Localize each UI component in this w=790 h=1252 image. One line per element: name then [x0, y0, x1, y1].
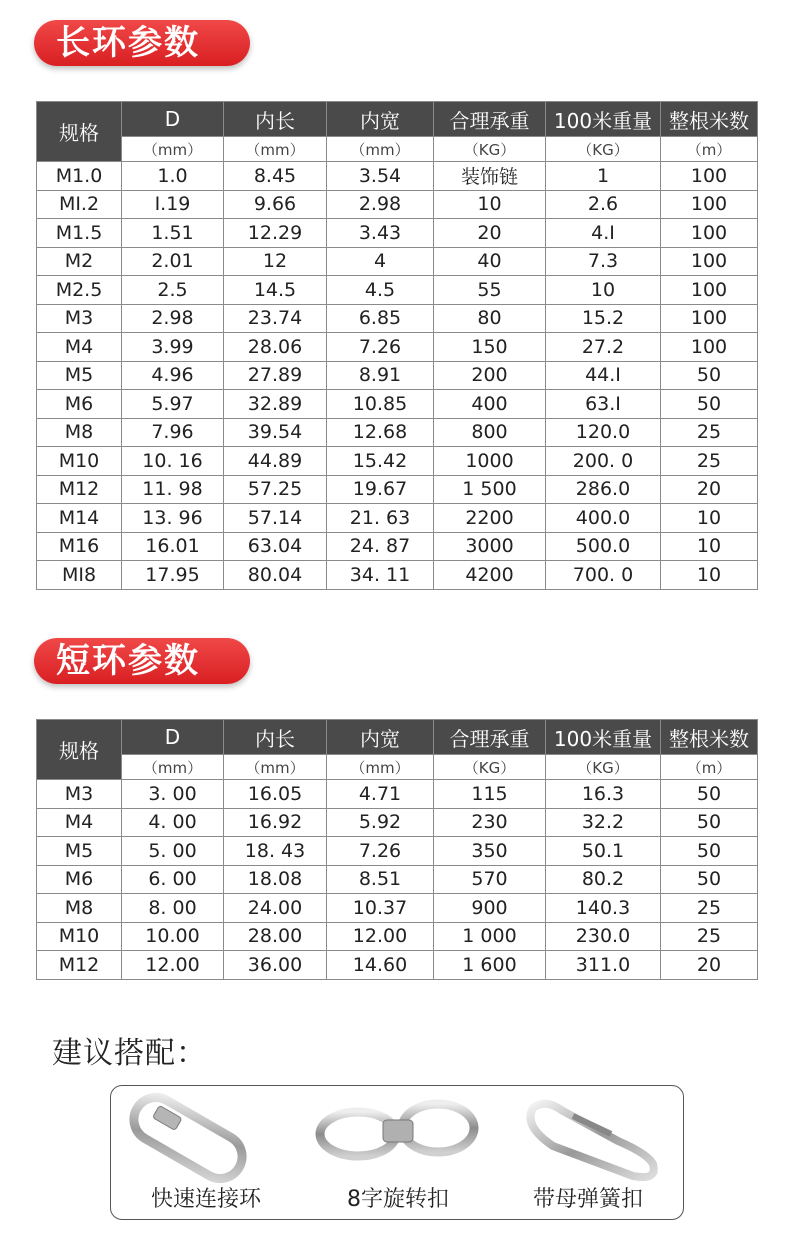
quick-link-icon	[111, 1086, 301, 1191]
table-row	[37, 837, 758, 866]
spec-cell: M16	[37, 532, 122, 561]
value-cell: 12.00	[327, 922, 434, 951]
spec-cell: M6	[37, 390, 122, 419]
table-row	[37, 361, 758, 390]
value-cell: 9.66	[224, 190, 327, 219]
value-cell: 装饰链	[434, 162, 546, 191]
value-cell: 10	[661, 561, 758, 590]
table-row	[37, 504, 758, 533]
value-cell: 4.5	[327, 276, 434, 305]
value-cell: 24. 87	[327, 532, 434, 561]
value-cell: 800	[434, 418, 546, 447]
unit-cell: （mm）	[224, 137, 327, 162]
value-cell: 25	[661, 418, 758, 447]
table-row	[37, 808, 758, 837]
table-row	[37, 475, 758, 504]
value-cell: 3.43	[327, 219, 434, 248]
value-cell: 8.91	[327, 361, 434, 390]
spec-cell: M1.5	[37, 219, 122, 248]
value-cell: 25	[661, 894, 758, 923]
value-cell: 570	[434, 865, 546, 894]
table-row	[37, 219, 758, 248]
unit-cell: （KG）	[434, 755, 546, 780]
value-cell: 8.45	[224, 162, 327, 191]
spec-cell: M8	[37, 894, 122, 923]
value-cell: 20	[434, 219, 546, 248]
value-cell: 80.2	[546, 865, 661, 894]
table-row	[37, 190, 758, 219]
unit-cell: （KG）	[546, 755, 661, 780]
spec-cell: M2	[37, 247, 122, 276]
value-cell: 10.37	[327, 894, 434, 923]
col-header: 整根米数	[661, 720, 758, 755]
short-ring-table	[36, 719, 758, 980]
value-cell: 19.67	[327, 475, 434, 504]
value-cell: 4. 00	[122, 808, 224, 837]
spec-cell: M4	[37, 333, 122, 362]
value-cell: 10	[661, 532, 758, 561]
value-cell: 14.60	[327, 951, 434, 980]
value-cell: 17.95	[122, 561, 224, 590]
accessory-label: 快速连接环	[150, 1187, 261, 1212]
spec-cell: M12	[37, 951, 122, 980]
value-cell: 100	[661, 247, 758, 276]
value-cell: 1.51	[122, 219, 224, 248]
spec-cell: M3	[37, 780, 122, 809]
value-cell: 12	[224, 247, 327, 276]
value-cell: 28.00	[224, 922, 327, 951]
value-cell: 50	[661, 780, 758, 809]
col-header: 100米重量	[546, 720, 661, 755]
value-cell: 12.29	[224, 219, 327, 248]
spec-cell: M12	[37, 475, 122, 504]
spec-cell: M10	[37, 447, 122, 476]
value-cell: 230	[434, 808, 546, 837]
value-cell: 2.5	[122, 276, 224, 305]
value-cell: 5.92	[327, 808, 434, 837]
spec-cell: M6	[37, 865, 122, 894]
value-cell: 23.74	[224, 304, 327, 333]
value-cell: 25	[661, 447, 758, 476]
value-cell: 115	[434, 780, 546, 809]
value-cell: 2.01	[122, 247, 224, 276]
value-cell: 2.98	[327, 190, 434, 219]
value-cell: 24.00	[224, 894, 327, 923]
value-cell: 10	[661, 504, 758, 533]
value-cell: 7.3	[546, 247, 661, 276]
value-cell: I.19	[122, 190, 224, 219]
value-cell: 50	[661, 837, 758, 866]
value-cell: 57.25	[224, 475, 327, 504]
col-header: 整根米数	[661, 102, 758, 137]
value-cell: 200. 0	[546, 447, 661, 476]
value-cell: 16.3	[546, 780, 661, 809]
value-cell: 50	[661, 808, 758, 837]
value-cell: 350	[434, 837, 546, 866]
table-row	[37, 333, 758, 362]
value-cell: 8. 00	[122, 894, 224, 923]
table-row	[37, 390, 758, 419]
value-cell: 27.89	[224, 361, 327, 390]
spec-cell: M4	[37, 808, 122, 837]
spec-cell: M2.5	[37, 276, 122, 305]
table-row	[37, 276, 758, 305]
value-cell: 15.2	[546, 304, 661, 333]
col-header: 内长	[224, 102, 327, 137]
value-cell: 100	[661, 276, 758, 305]
col-header: 100米重量	[546, 102, 661, 137]
recommend-box	[110, 1085, 684, 1220]
value-cell: 1 500	[434, 475, 546, 504]
value-cell: 20	[661, 475, 758, 504]
value-cell: 500.0	[546, 532, 661, 561]
col-header: D	[122, 102, 224, 137]
col-header: 合理承重	[434, 720, 546, 755]
value-cell: 6. 00	[122, 865, 224, 894]
unit-cell: （mm）	[122, 137, 224, 162]
value-cell: 21. 63	[327, 504, 434, 533]
unit-cell: （mm）	[327, 137, 434, 162]
value-cell: 4.96	[122, 361, 224, 390]
value-cell: 50	[661, 390, 758, 419]
value-cell: 2.98	[122, 304, 224, 333]
value-cell: 34. 11	[327, 561, 434, 590]
spec-cell: M5	[37, 837, 122, 866]
unit-cell: （KG）	[546, 137, 661, 162]
value-cell: 700. 0	[546, 561, 661, 590]
col-header: 内宽	[327, 720, 434, 755]
value-cell: 140.3	[546, 894, 661, 923]
spec-cell: M14	[37, 504, 122, 533]
value-cell: 100	[661, 304, 758, 333]
table-row	[37, 304, 758, 333]
value-cell: 6.85	[327, 304, 434, 333]
value-cell: 16.05	[224, 780, 327, 809]
unit-cell: （mm）	[122, 755, 224, 780]
value-cell: 3. 00	[122, 780, 224, 809]
value-cell: 1	[546, 162, 661, 191]
value-cell: 4.I	[546, 219, 661, 248]
value-cell: 2.6	[546, 190, 661, 219]
unit-cell: （mm）	[327, 755, 434, 780]
value-cell: 44.I	[546, 361, 661, 390]
value-cell: 100	[661, 219, 758, 248]
value-cell: 63.04	[224, 532, 327, 561]
col-header: 合理承重	[434, 102, 546, 137]
accessory-quick-link	[111, 1086, 301, 1221]
value-cell: 120.0	[546, 418, 661, 447]
value-cell: 5.97	[122, 390, 224, 419]
accessory-label: 8字旋转扣	[347, 1187, 449, 1212]
value-cell: 18. 43	[224, 837, 327, 866]
value-cell: 10	[434, 190, 546, 219]
short-ring-title: 短环参数	[34, 638, 250, 684]
col-header: 内长	[224, 720, 327, 755]
value-cell: 50.1	[546, 837, 661, 866]
value-cell: 1.0	[122, 162, 224, 191]
value-cell: 13. 96	[122, 504, 224, 533]
table-row	[37, 162, 758, 191]
unit-cell: （KG）	[434, 137, 546, 162]
table-row	[37, 418, 758, 447]
value-cell: 55	[434, 276, 546, 305]
value-cell: 286.0	[546, 475, 661, 504]
value-cell: 10	[546, 276, 661, 305]
value-cell: 400.0	[546, 504, 661, 533]
value-cell: 16.92	[224, 808, 327, 837]
value-cell: 14.5	[224, 276, 327, 305]
value-cell: 3000	[434, 532, 546, 561]
table-row	[37, 247, 758, 276]
value-cell: 200	[434, 361, 546, 390]
value-cell: 7.26	[327, 333, 434, 362]
value-cell: 63.I	[546, 390, 661, 419]
table-row	[37, 532, 758, 561]
value-cell: 20	[661, 951, 758, 980]
value-cell: 32.89	[224, 390, 327, 419]
swivel-icon	[303, 1086, 493, 1191]
value-cell: 10.00	[122, 922, 224, 951]
long-ring-title: 长环参数	[34, 20, 250, 66]
table-row	[37, 894, 758, 923]
value-cell: 32.2	[546, 808, 661, 837]
value-cell: 44.89	[224, 447, 327, 476]
value-cell: 3.54	[327, 162, 434, 191]
spec-cell: MI8	[37, 561, 122, 590]
unit-cell: （m）	[661, 137, 758, 162]
value-cell: 100	[661, 333, 758, 362]
value-cell: 12.00	[122, 951, 224, 980]
long-ring-table	[36, 101, 758, 590]
value-cell: 16.01	[122, 532, 224, 561]
spec-cell: M10	[37, 922, 122, 951]
value-cell: 10.85	[327, 390, 434, 419]
value-cell: 100	[661, 190, 758, 219]
value-cell: 100	[661, 162, 758, 191]
value-cell: 27.2	[546, 333, 661, 362]
value-cell: 15.42	[327, 447, 434, 476]
spec-cell: MI.2	[37, 190, 122, 219]
value-cell: 18.08	[224, 865, 327, 894]
value-cell: 8.51	[327, 865, 434, 894]
value-cell: 50	[661, 865, 758, 894]
unit-cell: （m）	[661, 755, 758, 780]
spec-cell: M1.0	[37, 162, 122, 191]
value-cell: 36.00	[224, 951, 327, 980]
accessory-label: 带母弹簧扣	[532, 1187, 643, 1212]
value-cell: 40	[434, 247, 546, 276]
table-row	[37, 922, 758, 951]
value-cell: 150	[434, 333, 546, 362]
value-cell: 10. 16	[122, 447, 224, 476]
table-row	[37, 447, 758, 476]
value-cell: 28.06	[224, 333, 327, 362]
value-cell: 7.96	[122, 418, 224, 447]
table-row	[37, 951, 758, 980]
table-row	[37, 561, 758, 590]
value-cell: 80	[434, 304, 546, 333]
value-cell: 25	[661, 922, 758, 951]
value-cell: 4.71	[327, 780, 434, 809]
value-cell: 1 600	[434, 951, 546, 980]
value-cell: 39.54	[224, 418, 327, 447]
value-cell: 230.0	[546, 922, 661, 951]
value-cell: 400	[434, 390, 546, 419]
value-cell: 57.14	[224, 504, 327, 533]
spec-header: 规格	[37, 720, 122, 780]
value-cell: 11. 98	[122, 475, 224, 504]
col-header: D	[122, 720, 224, 755]
value-cell: 12.68	[327, 418, 434, 447]
value-cell: 2200	[434, 504, 546, 533]
snap-hook-icon	[493, 1086, 683, 1191]
value-cell: 80.04	[224, 561, 327, 590]
spec-cell: M5	[37, 361, 122, 390]
value-cell: 1000	[434, 447, 546, 476]
spec-cell: M3	[37, 304, 122, 333]
value-cell: 3.99	[122, 333, 224, 362]
value-cell: 4	[327, 247, 434, 276]
value-cell: 7.26	[327, 837, 434, 866]
spec-cell: M8	[37, 418, 122, 447]
value-cell: 311.0	[546, 951, 661, 980]
table-row	[37, 780, 758, 809]
value-cell: 50	[661, 361, 758, 390]
accessory-snap-hook	[493, 1086, 683, 1221]
value-cell: 900	[434, 894, 546, 923]
value-cell: 1 000	[434, 922, 546, 951]
value-cell: 4200	[434, 561, 546, 590]
unit-cell: （mm）	[224, 755, 327, 780]
accessory-swivel	[303, 1086, 493, 1221]
value-cell: 5. 00	[122, 837, 224, 866]
spec-header: 规格	[37, 102, 122, 162]
table-row	[37, 865, 758, 894]
recommend-title: 建议搭配：	[52, 1036, 207, 1071]
col-header: 内宽	[327, 102, 434, 137]
